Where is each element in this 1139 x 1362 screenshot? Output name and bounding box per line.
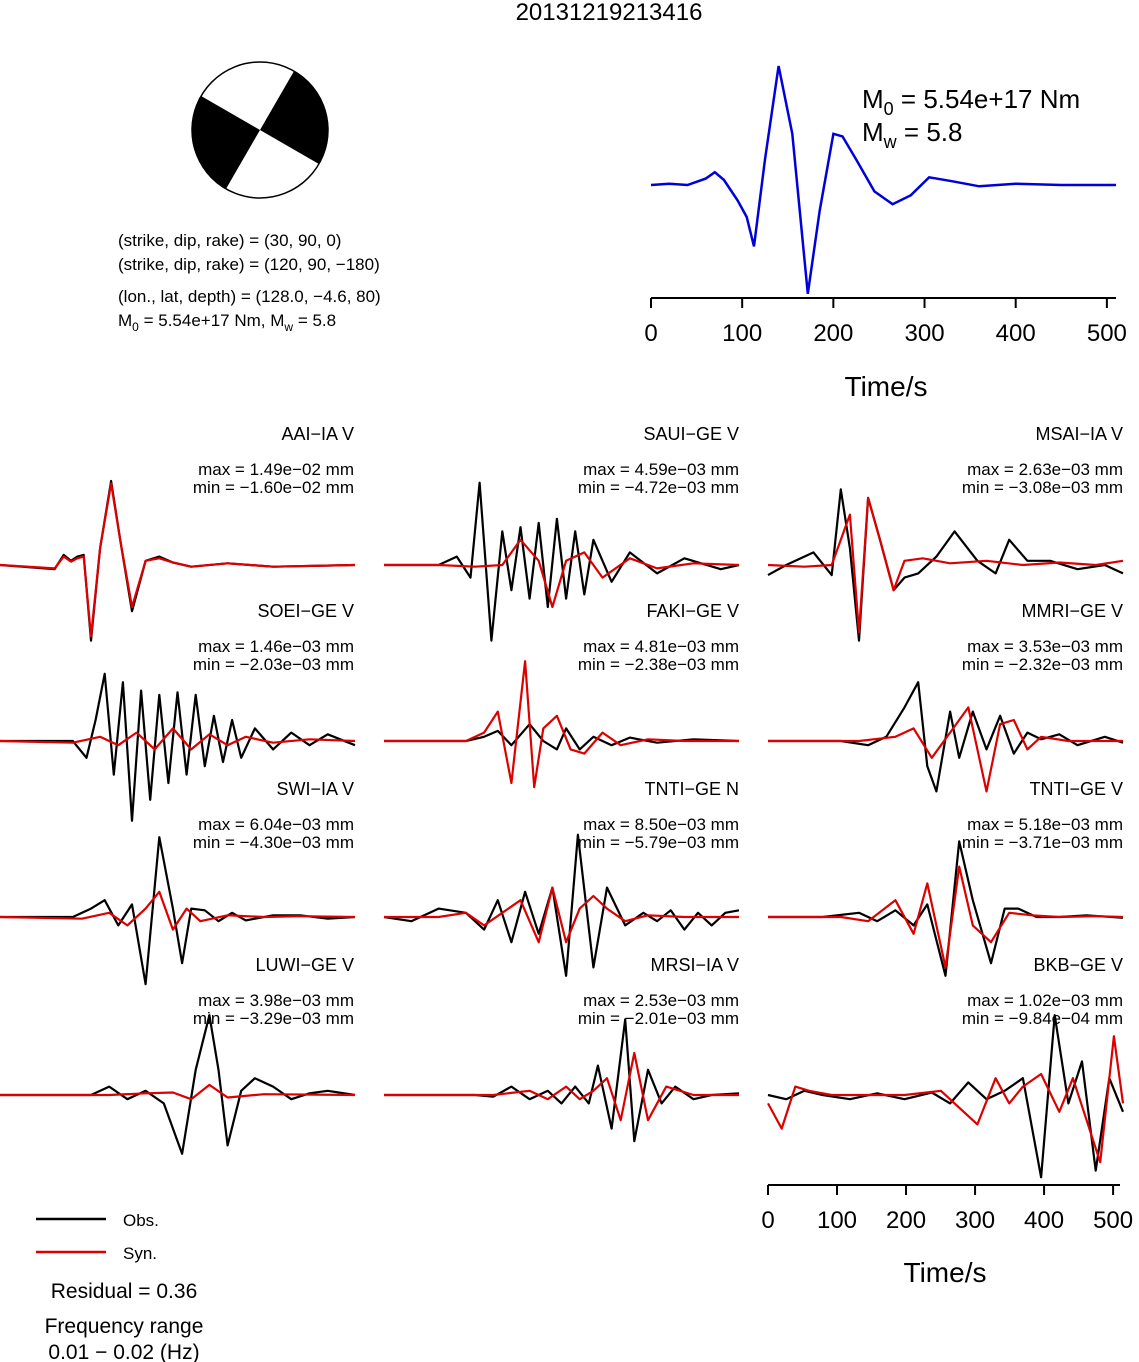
station-max: max = 3.53e−03 mm <box>967 637 1123 656</box>
station-min: min = −1.60e−02 mm <box>192 478 354 497</box>
station-name: TNTI−GE N <box>644 779 739 799</box>
stf-panel <box>644 66 1127 402</box>
mechanism-m0-text: = 5.54e+17 Nm, M <box>143 311 285 330</box>
station-panel <box>0 955 355 1154</box>
station-name: SWI−IA V <box>276 779 354 799</box>
station-max: max = 3.98e−03 mm <box>198 991 354 1010</box>
station-min: min = −5.79e−03 mm <box>577 833 739 852</box>
station-name: LUWI−GE V <box>255 955 354 975</box>
stf-tick-label: 400 <box>995 320 1036 347</box>
beach-ball <box>192 62 328 198</box>
station-name: AAI−IA V <box>281 424 354 444</box>
station-min: min = −3.08e−03 mm <box>961 478 1123 497</box>
station-max: max = 6.04e−03 mm <box>198 815 354 834</box>
station-min: min = −3.29e−03 mm <box>192 1009 354 1028</box>
stf-tick-label: 500 <box>1086 320 1127 347</box>
mechanism-plane-1: (strike, dip, rake) = (30, 90, 0) <box>118 231 342 250</box>
station-name: BKB−GE V <box>1033 955 1123 975</box>
trace-tick-label: 400 <box>1024 1207 1065 1234</box>
stf-tick-label: 100 <box>722 320 763 347</box>
station-min: min = −2.38e−03 mm <box>577 655 739 674</box>
stf-tick-label: 0 <box>644 320 658 347</box>
stf-tick-label: 300 <box>904 320 945 347</box>
station-max: max = 4.59e−03 mm <box>583 460 739 479</box>
station-name: FAKI−GE V <box>646 601 739 621</box>
residual-label: Residual = 0.36 <box>50 1280 198 1303</box>
trace-x-axis <box>761 1185 1133 1234</box>
station-panel <box>768 779 1123 976</box>
trace-x-axis-label: Time/s <box>903 1257 987 1288</box>
synthetic-trace <box>768 867 1123 968</box>
legend-obs-label: Obs. <box>123 1211 159 1230</box>
mechanism-location: (lon., lat, depth) = (128.0, −4.6, 80) <box>118 287 381 306</box>
synthetic-trace <box>384 888 739 943</box>
station-max: max = 2.53e−03 mm <box>583 991 739 1010</box>
station-name: SOEI−GE V <box>257 601 354 621</box>
station-min: min = −9.84e−04 mm <box>961 1009 1123 1028</box>
stf-mw-label: $M_w = 5.8$ <box>862 117 963 152</box>
legend-syn-label: Syn. <box>123 1244 158 1263</box>
synthetic-trace <box>0 1085 355 1099</box>
station-max: max = 1.49e−02 mm <box>198 460 354 479</box>
stf-x-axis-label: Time/s <box>844 371 928 402</box>
station-min: min = −4.72e−03 mm <box>577 478 739 497</box>
station-max: max = 5.18e−03 mm <box>967 815 1123 834</box>
station-min: min = −4.30e−03 mm <box>192 833 354 852</box>
mechanism-info <box>118 231 381 334</box>
station-panel <box>384 601 739 787</box>
observed-trace <box>0 1015 355 1154</box>
station-name: TNTI−GE V <box>1029 779 1123 799</box>
synthetic-trace <box>384 661 739 787</box>
station-name: MMRI−GE V <box>1021 601 1123 621</box>
mechanism-plane-2: (strike, dip, rake) = (120, 90, −180) <box>118 255 380 274</box>
frequency-range-value: 0.01 − 0.02 (Hz) <box>48 1341 200 1362</box>
station-min: min = −2.32e−03 mm <box>961 655 1123 674</box>
station-panel <box>768 601 1123 791</box>
station-panel <box>384 779 739 976</box>
mechanism-magnitude: $M_0 = 5.54e+17$ Nm, $M_w = 5.8$ <box>118 311 337 334</box>
observed-trace <box>768 682 1123 791</box>
synthetic-trace <box>384 1053 739 1120</box>
station-max: max = 4.81e−03 mm <box>583 637 739 656</box>
station-max: max = 1.02e−03 mm <box>967 991 1123 1010</box>
synthetic-trace <box>0 892 355 930</box>
stf-mw-value: = 5.8 <box>903 117 963 147</box>
station-min: min = −2.03e−03 mm <box>192 655 354 674</box>
stf-m0-label: $M_0 = 5.54e+17$ Nm <box>862 84 1081 119</box>
station-max: max = 1.46e−03 mm <box>198 637 354 656</box>
station-panels <box>0 424 1123 1177</box>
figure-title: 20131219213416 <box>515 0 703 26</box>
station-panel <box>768 955 1123 1177</box>
legend <box>36 1211 159 1263</box>
trace-tick-label: 300 <box>955 1207 996 1234</box>
station-min: min = −3.71e−03 mm <box>961 833 1123 852</box>
stf-x-axis <box>644 298 1127 347</box>
mechanism-mw-text: = 5.8 <box>297 311 337 330</box>
station-panel <box>384 955 739 1141</box>
stf-m0-value: = 5.54e+17 Nm <box>900 84 1081 114</box>
station-max: max = 8.50e−03 mm <box>583 815 739 834</box>
frequency-range-label: Frequency range <box>44 1315 204 1338</box>
station-max: max = 2.63e−03 mm <box>967 460 1123 479</box>
trace-tick-label: 200 <box>886 1207 927 1234</box>
stf-tick-label: 200 <box>813 320 854 347</box>
station-name: SAUI−GE V <box>643 424 739 444</box>
trace-tick-label: 100 <box>816 1207 858 1234</box>
trace-tick-label: 500 <box>1093 1207 1134 1234</box>
station-panel <box>0 779 355 984</box>
observed-trace <box>384 1019 739 1141</box>
station-name: MRSI−IA V <box>650 955 739 975</box>
trace-tick-label: 0 <box>761 1207 775 1234</box>
station-min: min = −2.01e−03 mm <box>577 1009 739 1028</box>
station-name: MSAI−IA V <box>1035 424 1123 444</box>
